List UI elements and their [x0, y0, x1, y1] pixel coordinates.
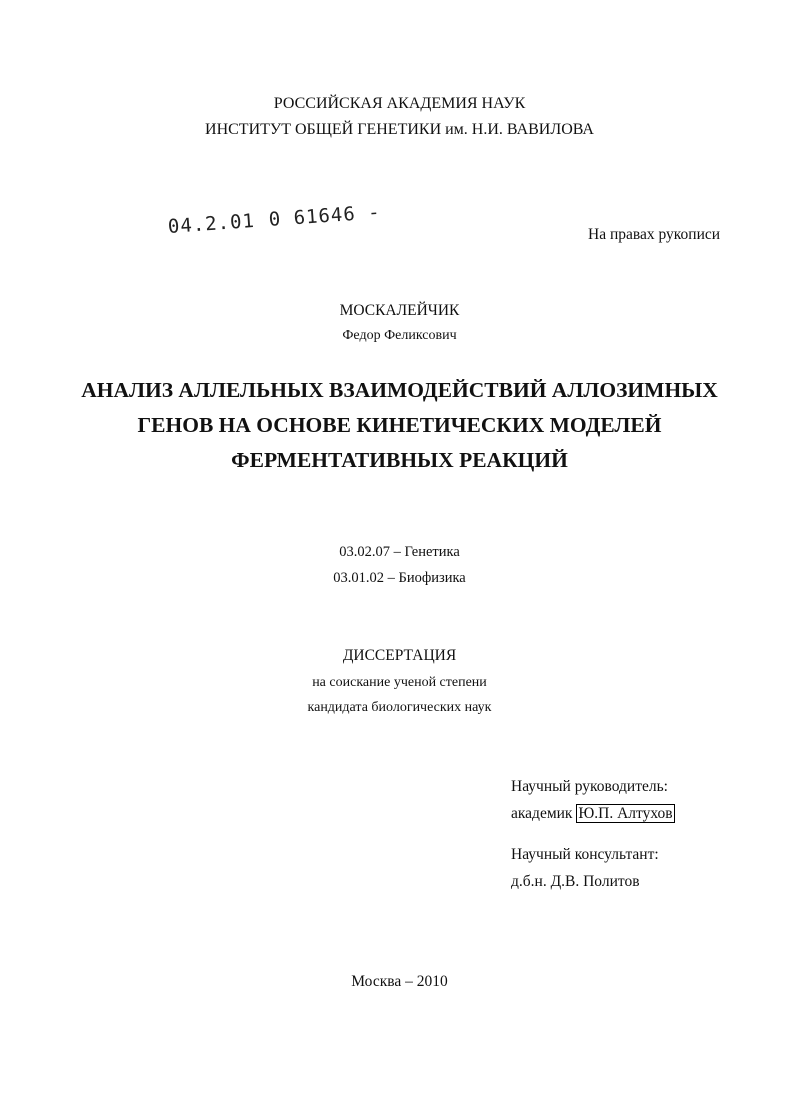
manuscript-note: На правах рукописи — [588, 226, 721, 243]
consultant-name: д.б.н. Д.В. Политов — [511, 873, 640, 890]
author-given-names: Федор Феликсович — [342, 328, 457, 343]
supervisor-line — [511, 805, 675, 823]
supervisor-title: академик — [511, 805, 573, 822]
city-year: Москва – 2010 — [351, 973, 448, 990]
supervisor-name: Ю.П. Алтухов — [578, 805, 673, 822]
author-surname: МОСКАЛЕЙЧИК — [339, 302, 460, 319]
specialty-biophysics: 03.01.02 – Биофизика — [333, 570, 466, 586]
dissertation-heading: ДИССЕРТАЦИЯ — [342, 647, 457, 664]
specialty-genetics: 03.02.07 – Генетика — [339, 544, 460, 560]
consultant-label: Научный консультант: — [511, 846, 659, 863]
organization-line-1: РОССИЙСКАЯ АКАДЕМИЯ НАУК — [273, 95, 526, 112]
degree-line-2: кандидата биологических наук — [307, 700, 492, 715]
stamp-date: 04.2.01 — [167, 209, 256, 238]
stamp-number: 0 61646 - — [268, 201, 382, 231]
dissertation-title — [0, 373, 799, 478]
degree-line-1: на соискание ученой степени — [312, 675, 487, 690]
title-line-2: ГЕНОВ НА ОСНОВЕ КИНЕТИЧЕСКИХ МОДЕЛЕЙ — [137, 413, 662, 437]
title-line-1: АНАЛИЗ АЛЛЕЛЬНЫХ ВЗАИМОДЕЙСТВИЙ АЛЛОЗИМНЫХ — [81, 378, 718, 402]
supervisor-label: Научный руководитель: — [511, 778, 668, 795]
title-line-3: ФЕРМЕНТАТИВНЫХ РЕАКЦИЙ — [231, 448, 568, 472]
organization-line-2: ИНСТИТУТ ОБЩЕЙ ГЕНЕТИКИ им. Н.И. ВАВИЛОВА — [205, 121, 594, 138]
library-stamp — [167, 201, 381, 238]
